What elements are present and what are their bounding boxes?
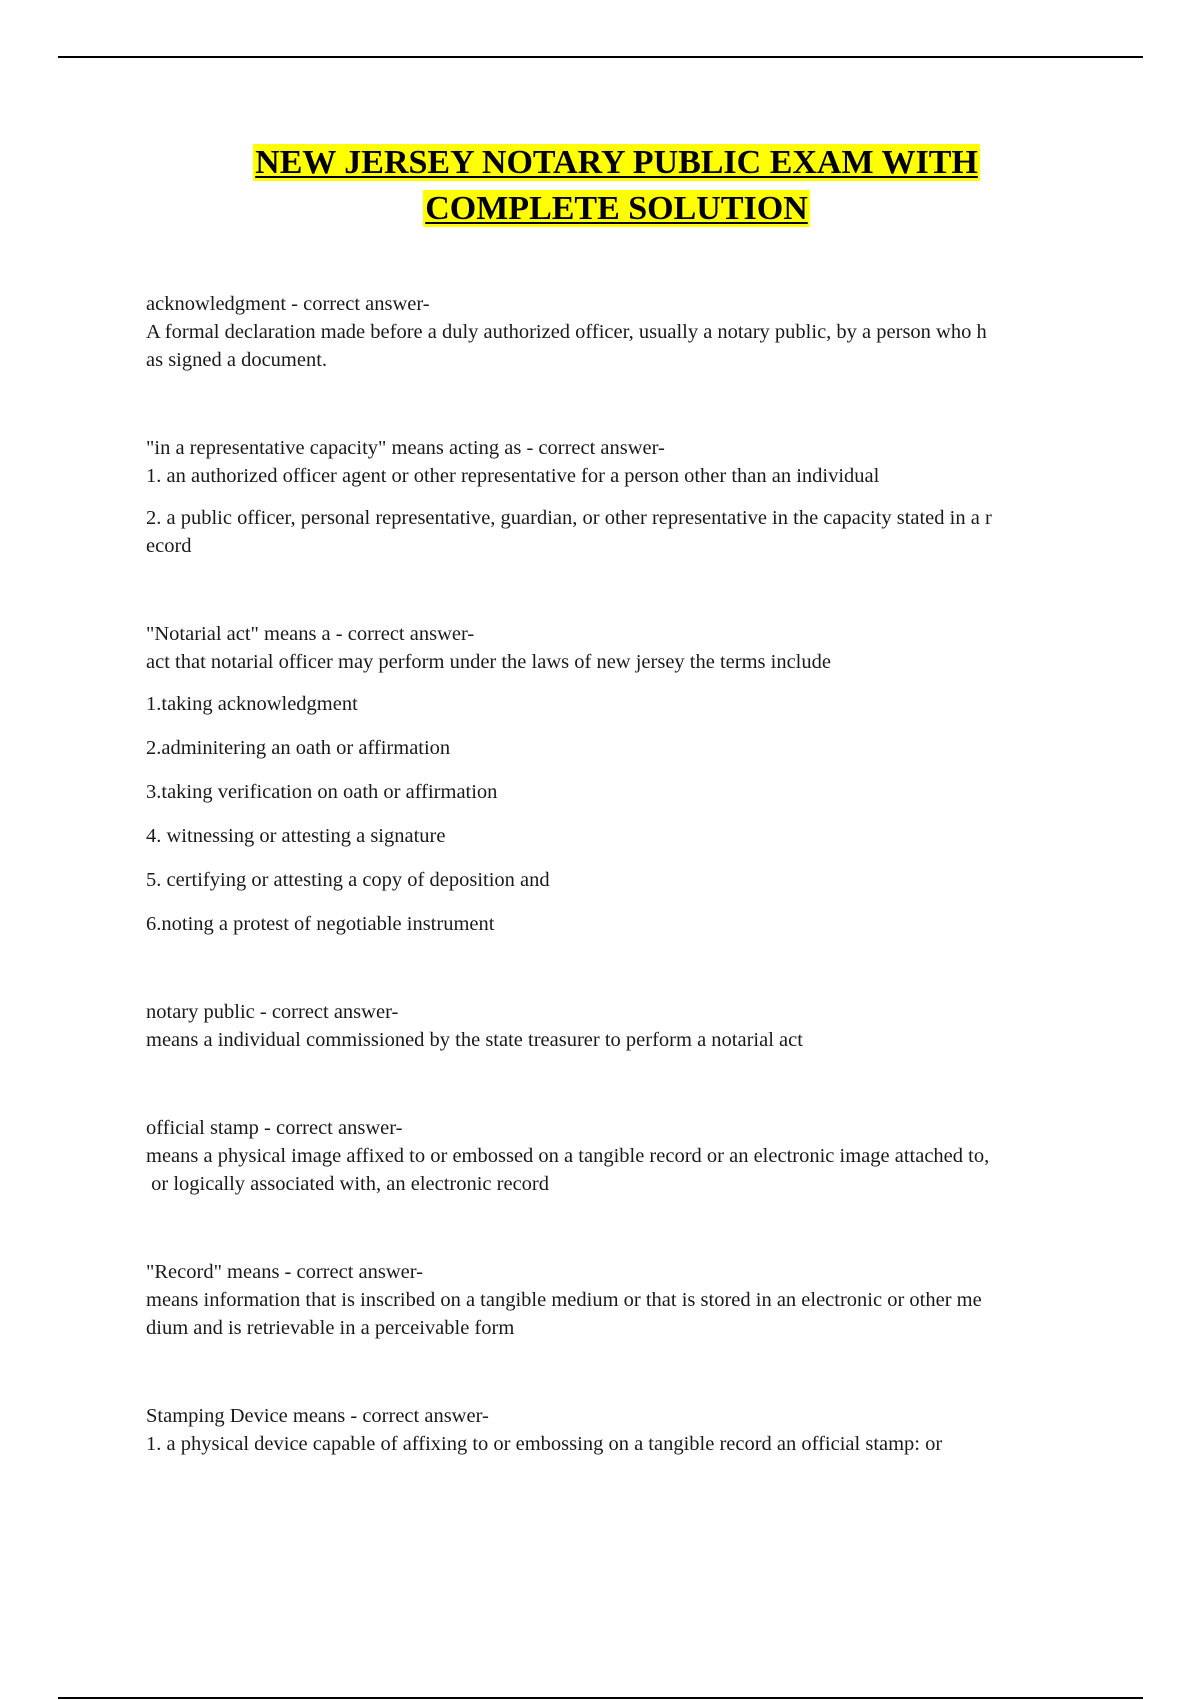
qa-entry-official-stamp bbox=[146, 1114, 1091, 1198]
entry-list-item-continuation: ecord bbox=[146, 535, 192, 557]
document-title bbox=[0, 140, 1200, 232]
entry-definition-line: A formal declaration made before a duly authorized officer, usually a notary public, by a person who h bbox=[146, 321, 987, 343]
entry-term: acknowledgment - correct answer- bbox=[146, 293, 430, 315]
entry-term: "Notarial act" means a - correct answer- bbox=[146, 623, 475, 645]
entry-list-item: 1.taking acknowledgment bbox=[146, 693, 358, 715]
entry-definition-line: act that notarial officer may perform under the laws of new jersey the terms include bbox=[146, 651, 831, 673]
entry-list-item: 5. certifying or attesting a copy of deposition and bbox=[146, 869, 550, 891]
qa-entry-representative-capacity bbox=[146, 434, 1091, 560]
qa-entry-record bbox=[146, 1258, 1091, 1342]
entry-definition-line: means a physical image affixed to or embossed on a tangible record or an electronic image attached to, bbox=[146, 1145, 990, 1167]
top-rule bbox=[58, 56, 1143, 58]
entry-list-item: 3.taking verification on oath or affirmation bbox=[146, 781, 498, 803]
entry-definition-line: as signed a document. bbox=[146, 349, 328, 371]
entry-list-item: 2.adminitering an oath or affirmation bbox=[146, 737, 451, 759]
entry-definition-line: or logically associated with, an electronic record bbox=[146, 1173, 550, 1195]
qa-entry-stamping-device bbox=[146, 1402, 1091, 1458]
qa-entry-notary-public bbox=[146, 998, 1091, 1054]
entry-list-item: 4. witnessing or attesting a signature bbox=[146, 825, 446, 847]
entry-definition-line: 1. a physical device capable of affixing to or embossing on a tangible record an official stamp: or bbox=[146, 1433, 943, 1455]
entry-definition-line: 1. an authorized officer agent or other representative for a person other than an individual bbox=[146, 465, 880, 487]
entry-term: Stamping Device means - correct answer- bbox=[146, 1405, 489, 1427]
entry-term: "Record" means - correct answer- bbox=[146, 1261, 424, 1283]
entry-term: notary public - correct answer- bbox=[146, 1001, 399, 1023]
entry-definition-line: dium and is retrievable in a perceivable form bbox=[146, 1317, 515, 1339]
entry-list-item: 6.noting a protest of negotiable instrument bbox=[146, 913, 495, 935]
qa-entry-acknowledgment bbox=[146, 290, 1091, 374]
qa-entry-notarial-act bbox=[146, 620, 1091, 938]
title-line-2: COMPLETE SOLUTION bbox=[425, 190, 808, 227]
entry-term: official stamp - correct answer- bbox=[146, 1117, 403, 1139]
entry-definition-line: means information that is inscribed on a tangible medium or that is stored in an electronic or other me bbox=[146, 1289, 982, 1311]
bottom-rule bbox=[58, 1697, 1143, 1699]
title-line-1: NEW JERSEY NOTARY PUBLIC EXAM WITH bbox=[255, 144, 978, 181]
document-body bbox=[146, 290, 1091, 1458]
entry-definition-line: means a individual commissioned by the state treasurer to perform a notarial act bbox=[146, 1029, 803, 1051]
entry-term: "in a representative capacity" means acting as - correct answer- bbox=[146, 437, 665, 459]
entry-list-item: 2. a public officer, personal representative, guardian, or other representative in the capacity stated in a r bbox=[146, 507, 992, 529]
